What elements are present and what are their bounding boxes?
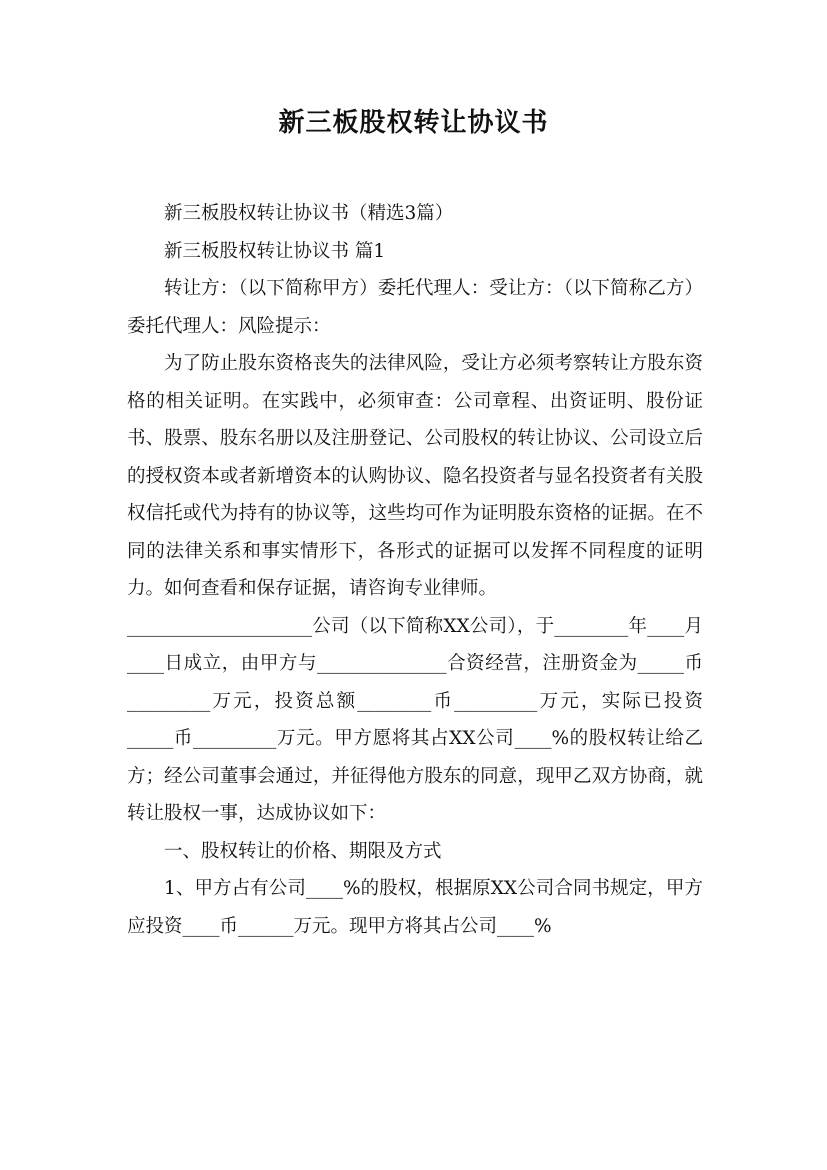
paragraph-clause-1: 1、甲方占有公司____%的股权，根据原XX公司合同书规定，甲方应投资____币______万元。现甲方将其占公司____%	[127, 878, 703, 937]
section-heading-price: 一、股权转让的价格、期限及方式	[164, 840, 442, 862]
paragraph-subtitle: 新三板股权转让协议书（精选3篇）	[164, 203, 454, 224]
paragraph-parties: 转让方：（以下简称甲方）委托代理人：受让方：（以下简称乙方）委托代理人：风险提示：	[127, 278, 703, 337]
paragraph-risk-warning: 为了防止股东资格丧失的法律风险，受让方必须考察转让方股东资格的相关证明。在实践中，必须审查：公司章程、出资证明、股份证书、股票、股东名册以及注册登记、公司股权的转让协议、公司设立后的授权资本或者新增资本的认购协议、隐名投资者与显名投资者有关股权信托或代为持有的协议等，这些均可作为证明股东资格的证据。在不同的法律关系和事实情形下，各形式的证据可以发挥不同程度的证明力。如何查看和保存证据，请咨询专业律师。	[127, 353, 703, 599]
document-body	[127, 195, 703, 945]
document-title: 新三板股权转让协议书	[278, 108, 549, 138]
paragraph-company-info: ____________________公司（以下简称XX公司），于________年____月____日成立，由甲方与______________合资经营，注册资金为_____币_________万元，投资总额________币_________万元，实际已投资_____币_________万元。甲方愿将其占XX公司____%的股权转让给乙方；经公司董事会通过，并征得他方股东的同意，现甲乙双方协商，就转让股权一事，达成协议如下：	[127, 615, 703, 824]
paragraph-part-heading: 新三板股权转让协议书 篇1	[164, 240, 386, 262]
